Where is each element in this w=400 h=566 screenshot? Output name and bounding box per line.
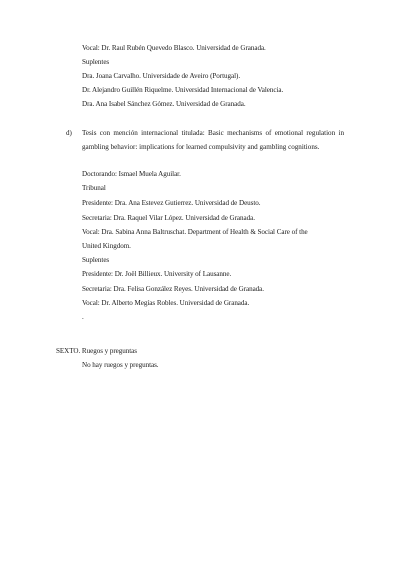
suplente-secretaria-line: Secretaria: Dra. Felisa González Reyes. Universidad de Granada. xyxy=(82,285,264,293)
vocal-line: Vocal: Dr. Raul Rubén Quevedo Blasco. Universidad de Granada. xyxy=(82,44,266,52)
suplente-line: Dra. Ana Isabel Sánchez Gómez. Universidad de Granada. xyxy=(82,100,246,108)
section-body: No hay ruegos y preguntas. xyxy=(82,361,159,369)
suplentes-label: Suplentes xyxy=(82,256,110,264)
section-heading: SEXTO. Ruegos y preguntas xyxy=(56,347,137,355)
suplente-presidente-line: Presidente: Dr. Joël Billieux. University of Lausanne. xyxy=(82,270,232,278)
suplente-line: Dra. Joana Carvalho. Universidade de Aveiro (Portugal). xyxy=(82,72,241,80)
suplente-vocal-line: Vocal: Dr. Alberto Megías Robles. Universidad de Granada. xyxy=(82,299,250,307)
thesis-title: Tesis con mención internacional titulada: Basic mechanisms of emotional regulation in gambling behavior: implications for learned compulsivity and gambling cognitions. xyxy=(82,129,344,151)
vocal-line: Vocal: Dra. Sabina Anna Baltruschat. Department of Health & Social Care of the xyxy=(82,228,308,236)
item-marker: d) xyxy=(66,129,72,137)
tribunal-label: Tribunal xyxy=(82,184,106,192)
trailing-dot: . xyxy=(82,313,84,321)
presidente-line: Presidente: Dra. Ana Estevez Gutierrez. Universidad de Deusto. xyxy=(82,199,261,207)
vocal-line-cont: United Kingdom. xyxy=(82,242,131,250)
suplente-line: Dr. Alejandro Guillén Riquelme. Universidad Internacional de Valencia. xyxy=(82,86,284,94)
secretario-line: Secretaria: Dra. Raquel Vilar López. Universidad de Granada. xyxy=(82,214,255,222)
suplentes-label: Suplentes xyxy=(82,58,110,66)
doctorando-line: Doctorando: Ismael Muela Aguilar. xyxy=(82,170,181,178)
